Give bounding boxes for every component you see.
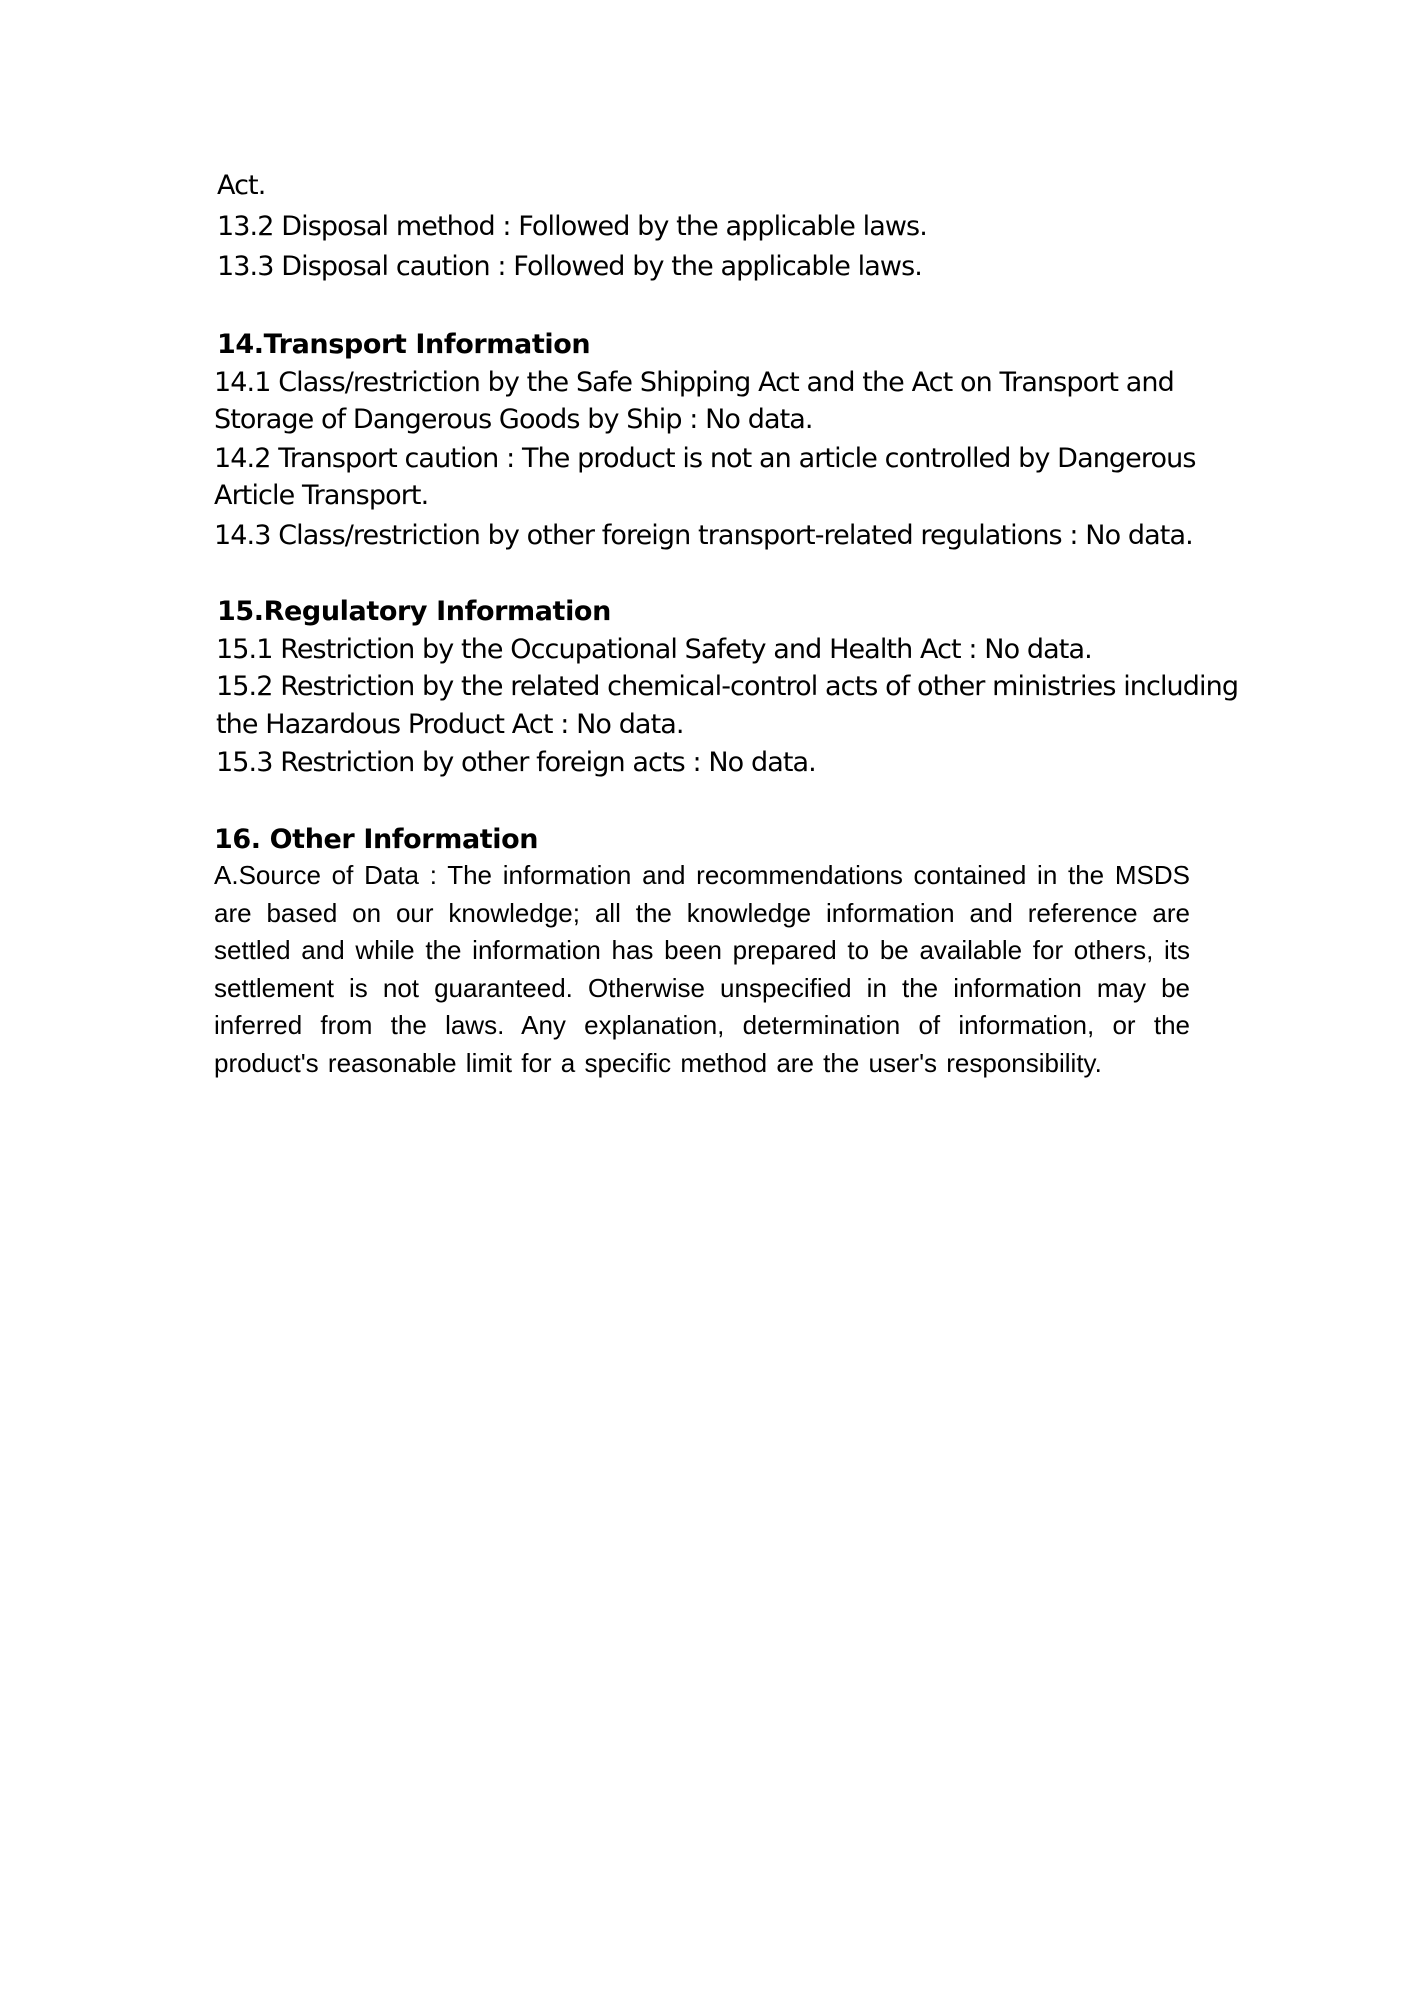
section15-line-1: 15.1 Restriction by the Occupational Safety and Health Act : No data. [216, 634, 1092, 665]
section16-heading: 16. Other Information [214, 824, 539, 855]
section13-item-disposal-method: 13.2 Disposal method : Followed by the applicable laws. [217, 211, 927, 242]
section14-line-3: 14.2 Transport caution : The product is not an article controlled by Dangerous [214, 443, 1196, 474]
section14-line-4: Article Transport. [214, 480, 429, 511]
section15-line-4: 15.3 Restriction by other foreign acts : No data. [216, 747, 816, 778]
section14-heading: 14.Transport Information [217, 329, 591, 360]
section16-source-of-data: A.Source of Data : The information and recommendations contained in the MSDS are based on our knowledge; all the knowledge information and reference are settled and while the information has been prepared to be available for others, its settlement is not guaranteed. Otherwise unspecified in the information may be inferred from the laws. Any explanation, determination of information, or the product's reasonable limit for a specific method are the user's responsibility. [214, 860, 1190, 1078]
section13-continuation: Act. [217, 170, 266, 201]
section14-line-2: Storage of Dangerous Goods by Ship : No data. [214, 404, 813, 435]
section15-line-2: 15.2 Restriction by the related chemical-control acts of other ministries including [216, 671, 1239, 702]
section15-heading: 15.Regulatory Information [217, 596, 611, 627]
section13-item-disposal-caution: 13.3 Disposal caution : Followed by the applicable laws. [217, 251, 922, 282]
section14-line-5: 14.3 Class/restriction by other foreign transport-related regulations : No data. [214, 520, 1193, 551]
section14-line-1: 14.1 Class/restriction by the Safe Shipping Act and the Act on Transport and [214, 367, 1174, 398]
section15-line-3: the Hazardous Product Act : No data. [216, 709, 684, 740]
